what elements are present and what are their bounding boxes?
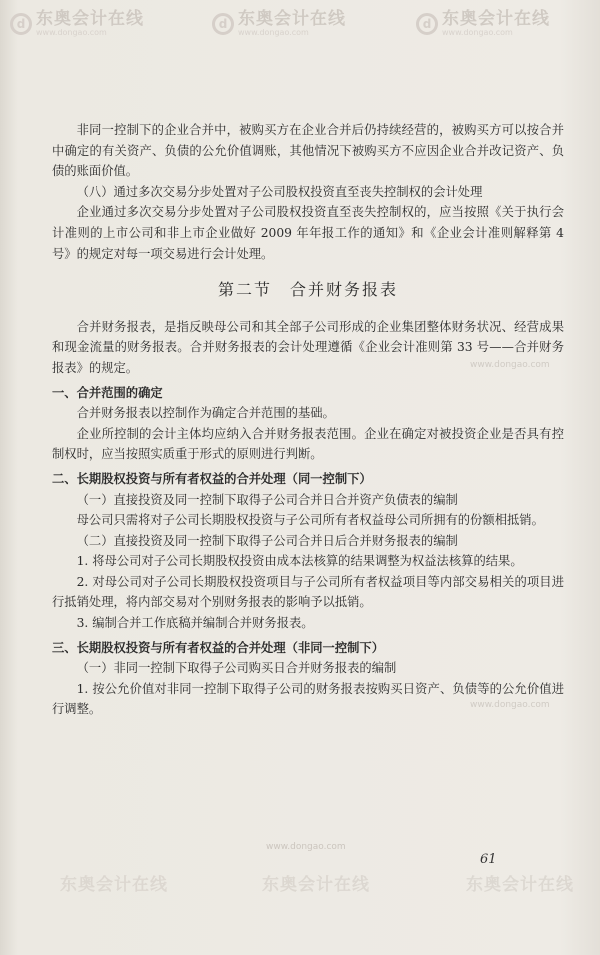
watermark-row-bottom bbox=[0, 872, 600, 912]
watermark bbox=[10, 10, 144, 37]
paragraph: 合并财务报表，是指反映母公司和其全部子公司形成的企业集团整体财务状况、经营成果和现金流量的财务报表。合并财务报表的会计处理遵循《企业会计准则第 33 号——合并财务报表》的规定。 bbox=[52, 319, 564, 375]
watermark-url: www.dongao.com bbox=[238, 28, 309, 37]
list-item: 2. 对母公司对子公司长期股权投资项目与子公司所有者权益项目等内部交易相关的项目进行抵销处理，将内部交易对个别财务报表的影响予以抵销。 bbox=[52, 574, 564, 610]
subheading: （一）非同一控制下取得子公司购买日合并财务报表的编制 bbox=[76, 661, 397, 676]
dongao-logo-icon: d bbox=[416, 13, 438, 35]
watermark-brand: 东奥会计在线 bbox=[36, 9, 144, 29]
watermark-brand: 东奥会计在线 bbox=[442, 9, 550, 29]
list-item: 3. 编制合并工作底稿并编制合并财务报表。 bbox=[76, 616, 314, 631]
heading-same-control: 二、长期股权投资与所有者权益的合并处理（同一控制下） bbox=[52, 471, 372, 486]
watermark bbox=[212, 10, 346, 37]
subheading: （八）通过多次交易分步处置对子公司股权投资直至丧失控制权的会计处理 bbox=[76, 184, 483, 199]
section-title: 第二节 合并财务报表 bbox=[217, 280, 398, 300]
paragraph: 企业通过多次交易分步处置对子公司股权投资直至丧失控制权的，应当按照《关于执行会计准则的上市公司和非上市企业做好 2009 年年报工作的通知》和《企业会计准则解释第 4 号》的规定对每一项交易进行会计处理。 bbox=[52, 205, 564, 261]
heading-non-same-control: 三、长期股权投资与所有者权益的合并处理（非同一控制下） bbox=[52, 640, 385, 655]
page-number: 61 bbox=[480, 852, 497, 867]
watermark-brand: 东奥会计在线 bbox=[466, 875, 574, 895]
paragraph: 合并财务报表以控制作为确定合并范围的基础。 bbox=[76, 406, 335, 421]
paragraph: 企业所控制的会计主体均应纳入合并财务报表范围。企业在确定对被投资企业是否具有控制权时，应当按照实质重于形式的原则进行判断。 bbox=[52, 426, 564, 462]
watermark-url-side: www.dongao.com bbox=[470, 700, 550, 710]
heading-scope: 一、合并范围的确定 bbox=[52, 385, 163, 400]
watermark bbox=[416, 10, 550, 37]
subheading: （一）直接投资及同一控制下取得子公司合并日合并资产负债表的编制 bbox=[76, 492, 458, 507]
paragraph: 母公司只需将对子公司长期股权投资与子公司所有者权益母公司所拥有的份额相抵销。 bbox=[76, 513, 544, 528]
watermark-url-mid: www.dongao.com bbox=[266, 842, 346, 852]
watermark bbox=[262, 876, 370, 894]
watermark bbox=[466, 876, 574, 894]
watermark-url-side: www.dongao.com bbox=[470, 360, 550, 370]
watermark-brand: 东奥会计在线 bbox=[238, 9, 346, 29]
watermark bbox=[60, 876, 168, 894]
watermark-url: www.dongao.com bbox=[442, 28, 513, 37]
subheading: （二）直接投资及同一控制下取得子公司合并日后合并财务报表的编制 bbox=[76, 533, 458, 548]
watermark-url: www.dongao.com bbox=[36, 28, 107, 37]
watermark-row-top bbox=[0, 6, 600, 46]
watermark-brand: 东奥会计在线 bbox=[262, 875, 370, 895]
dongao-logo-icon: d bbox=[10, 13, 32, 35]
watermark-brand: 东奥会计在线 bbox=[60, 875, 168, 895]
page-body bbox=[52, 120, 564, 720]
list-item: 1. 按公允价值对非同一控制下取得子公司的财务报表按购买日资产、负债等的公允价值进行调整。 bbox=[52, 681, 564, 717]
dongao-logo-icon: d bbox=[212, 13, 234, 35]
list-item: 1. 将母公司对子公司长期股权投资由成本法核算的结果调整为权益法核算的结果。 bbox=[76, 554, 523, 569]
paragraph: 非同一控制下的企业合并中，被购买方在企业合并后仍持续经营的，被购买方可以按合并中确定的有关资产、负债的公允价值调账，其他情况下被购买方不应因企业合并改记资产、负债的账面价值。 bbox=[52, 123, 564, 179]
